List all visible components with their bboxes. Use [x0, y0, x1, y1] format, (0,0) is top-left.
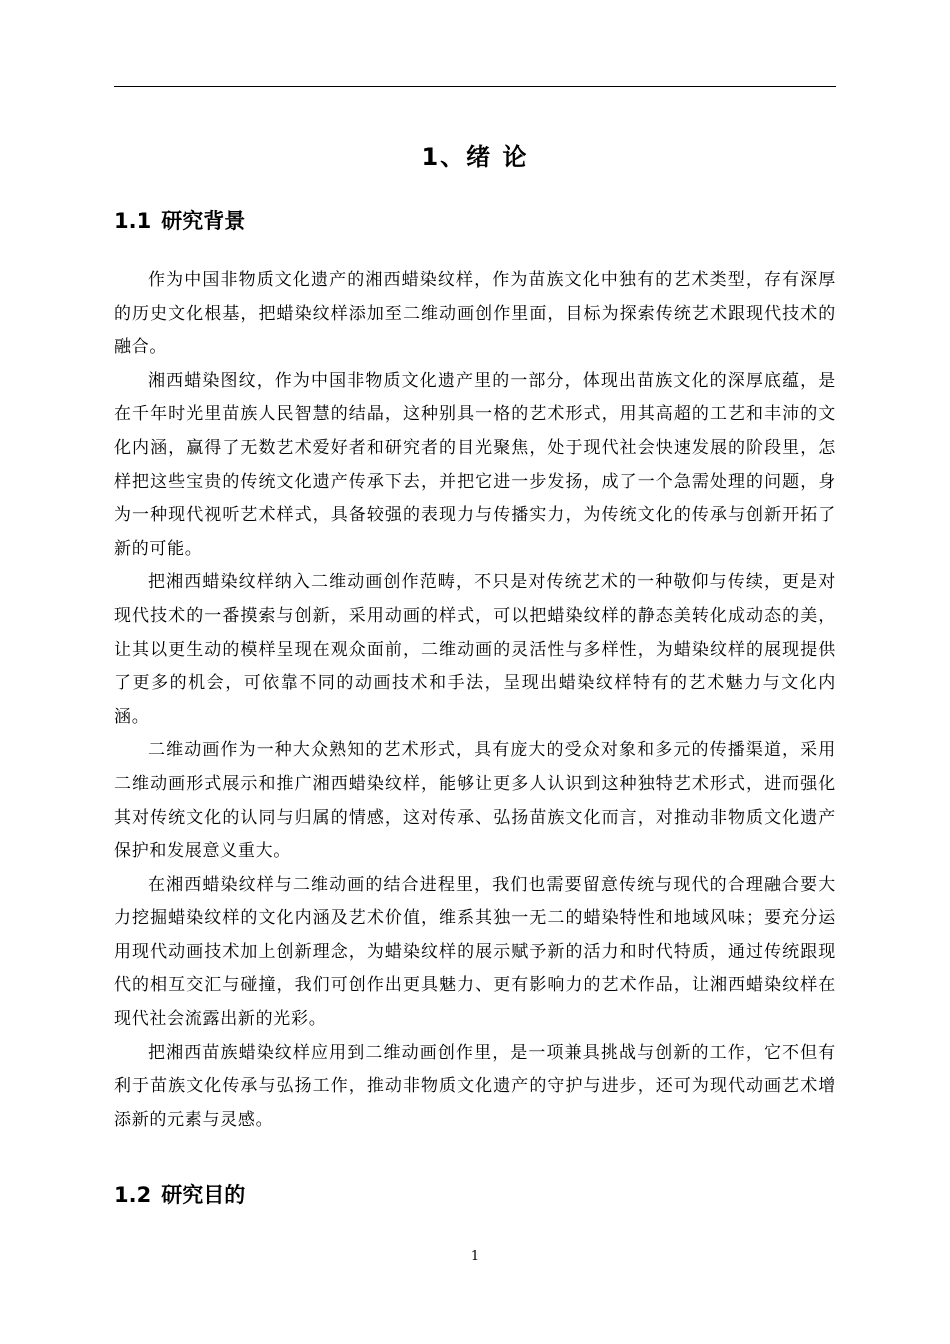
page-number: 1	[470, 1249, 480, 1264]
section-heading-1-2	[114, 1180, 245, 1210]
section-heading-1-1	[114, 206, 245, 236]
paragraph: 二维动画作为一种大众熟知的艺术形式，具有庞大的受众对象和多元的传播渠道，采用二维动画形式展示和推广湘西蜡染纹样，能够让更多人认识到这种独特艺术形式，进而强化其对传统文化的认同与归属的情感，这对传承、弘扬苗族文化而言，对推动非物质文化遗产保护和发展意义重大。	[114, 740, 836, 862]
section-title: 研究目的	[161, 1183, 246, 1207]
section-number: 1.2	[114, 1183, 152, 1207]
paragraph: 把湘西蜡染纹样纳入二维动画创作范畴，不只是对传统艺术的一种敬仰与传续，更是对现代技术的一番摸索与创新，采用动画的样式，可以把蜡染纹样的静态美转化成动态的美，让其以更生动的模样呈现在观众面前，二维动画的灵活性与多样性，为蜡染纹样的展现提供了更多的机会，可依靠不同的动画技术和手法，呈现出蜡染纹样特有的艺术魅力与文化内涵。	[114, 572, 836, 727]
paragraph: 作为中国非物质文化遗产的湘西蜡染纹样，作为苗族文化中独有的艺术类型，存有深厚的历史文化根基，把蜡染纹样添加至二维动画创作里面，目标为探索传统艺术跟现代技术的融合。	[114, 270, 836, 358]
section-number: 1.1	[114, 209, 152, 233]
chapter-title: 1、绪 论	[421, 143, 529, 171]
section-title: 研究背景	[161, 209, 246, 233]
body-text	[114, 264, 836, 1137]
paragraph: 把湘西苗族蜡染纹样应用到二维动画创作里，是一项兼具挑战与创新的工作，它不但有利于苗族文化传承与弘扬工作，推动非物质文化遗产的守护与进步，还可为现代动画艺术增添新的元素与灵感。	[114, 1042, 836, 1130]
paragraph: 湘西蜡染图纹，作为中国非物质文化遗产里的一部分，体现出苗族文化的深厚底蕴，是在千年时光里苗族人民智慧的结晶，这种别具一格的艺术形式，用其高超的工艺和丰沛的文化内涵，赢得了无数艺术爱好者和研究者的目光聚焦，处于现代社会快速发展的阶段里，怎样把这些宝贵的传统文化遗产传承下去，并把它进一步发扬，成了一个急需处理的问题，身为一种现代视听艺术样式，具备较强的表现力与传播实力，为传统文化的传承与创新开拓了新的可能。	[114, 370, 836, 559]
paragraph: 在湘西蜡染纹样与二维动画的结合进程里，我们也需要留意传统与现代的合理融合要大力挖掘蜡染纹样的文化内涵及艺术价值，维系其独一无二的蜡染特性和地域风味；要充分运用现代动画技术加上创新理念，为蜡染纹样的展示赋予新的活力和时代特质，通过传统跟现代的相互交汇与碰撞，我们可创作出更具魅力、更有影响力的艺术作品，让湘西蜡染纹样在现代社会流露出新的光彩。	[114, 874, 836, 1030]
header-rule	[114, 86, 836, 87]
